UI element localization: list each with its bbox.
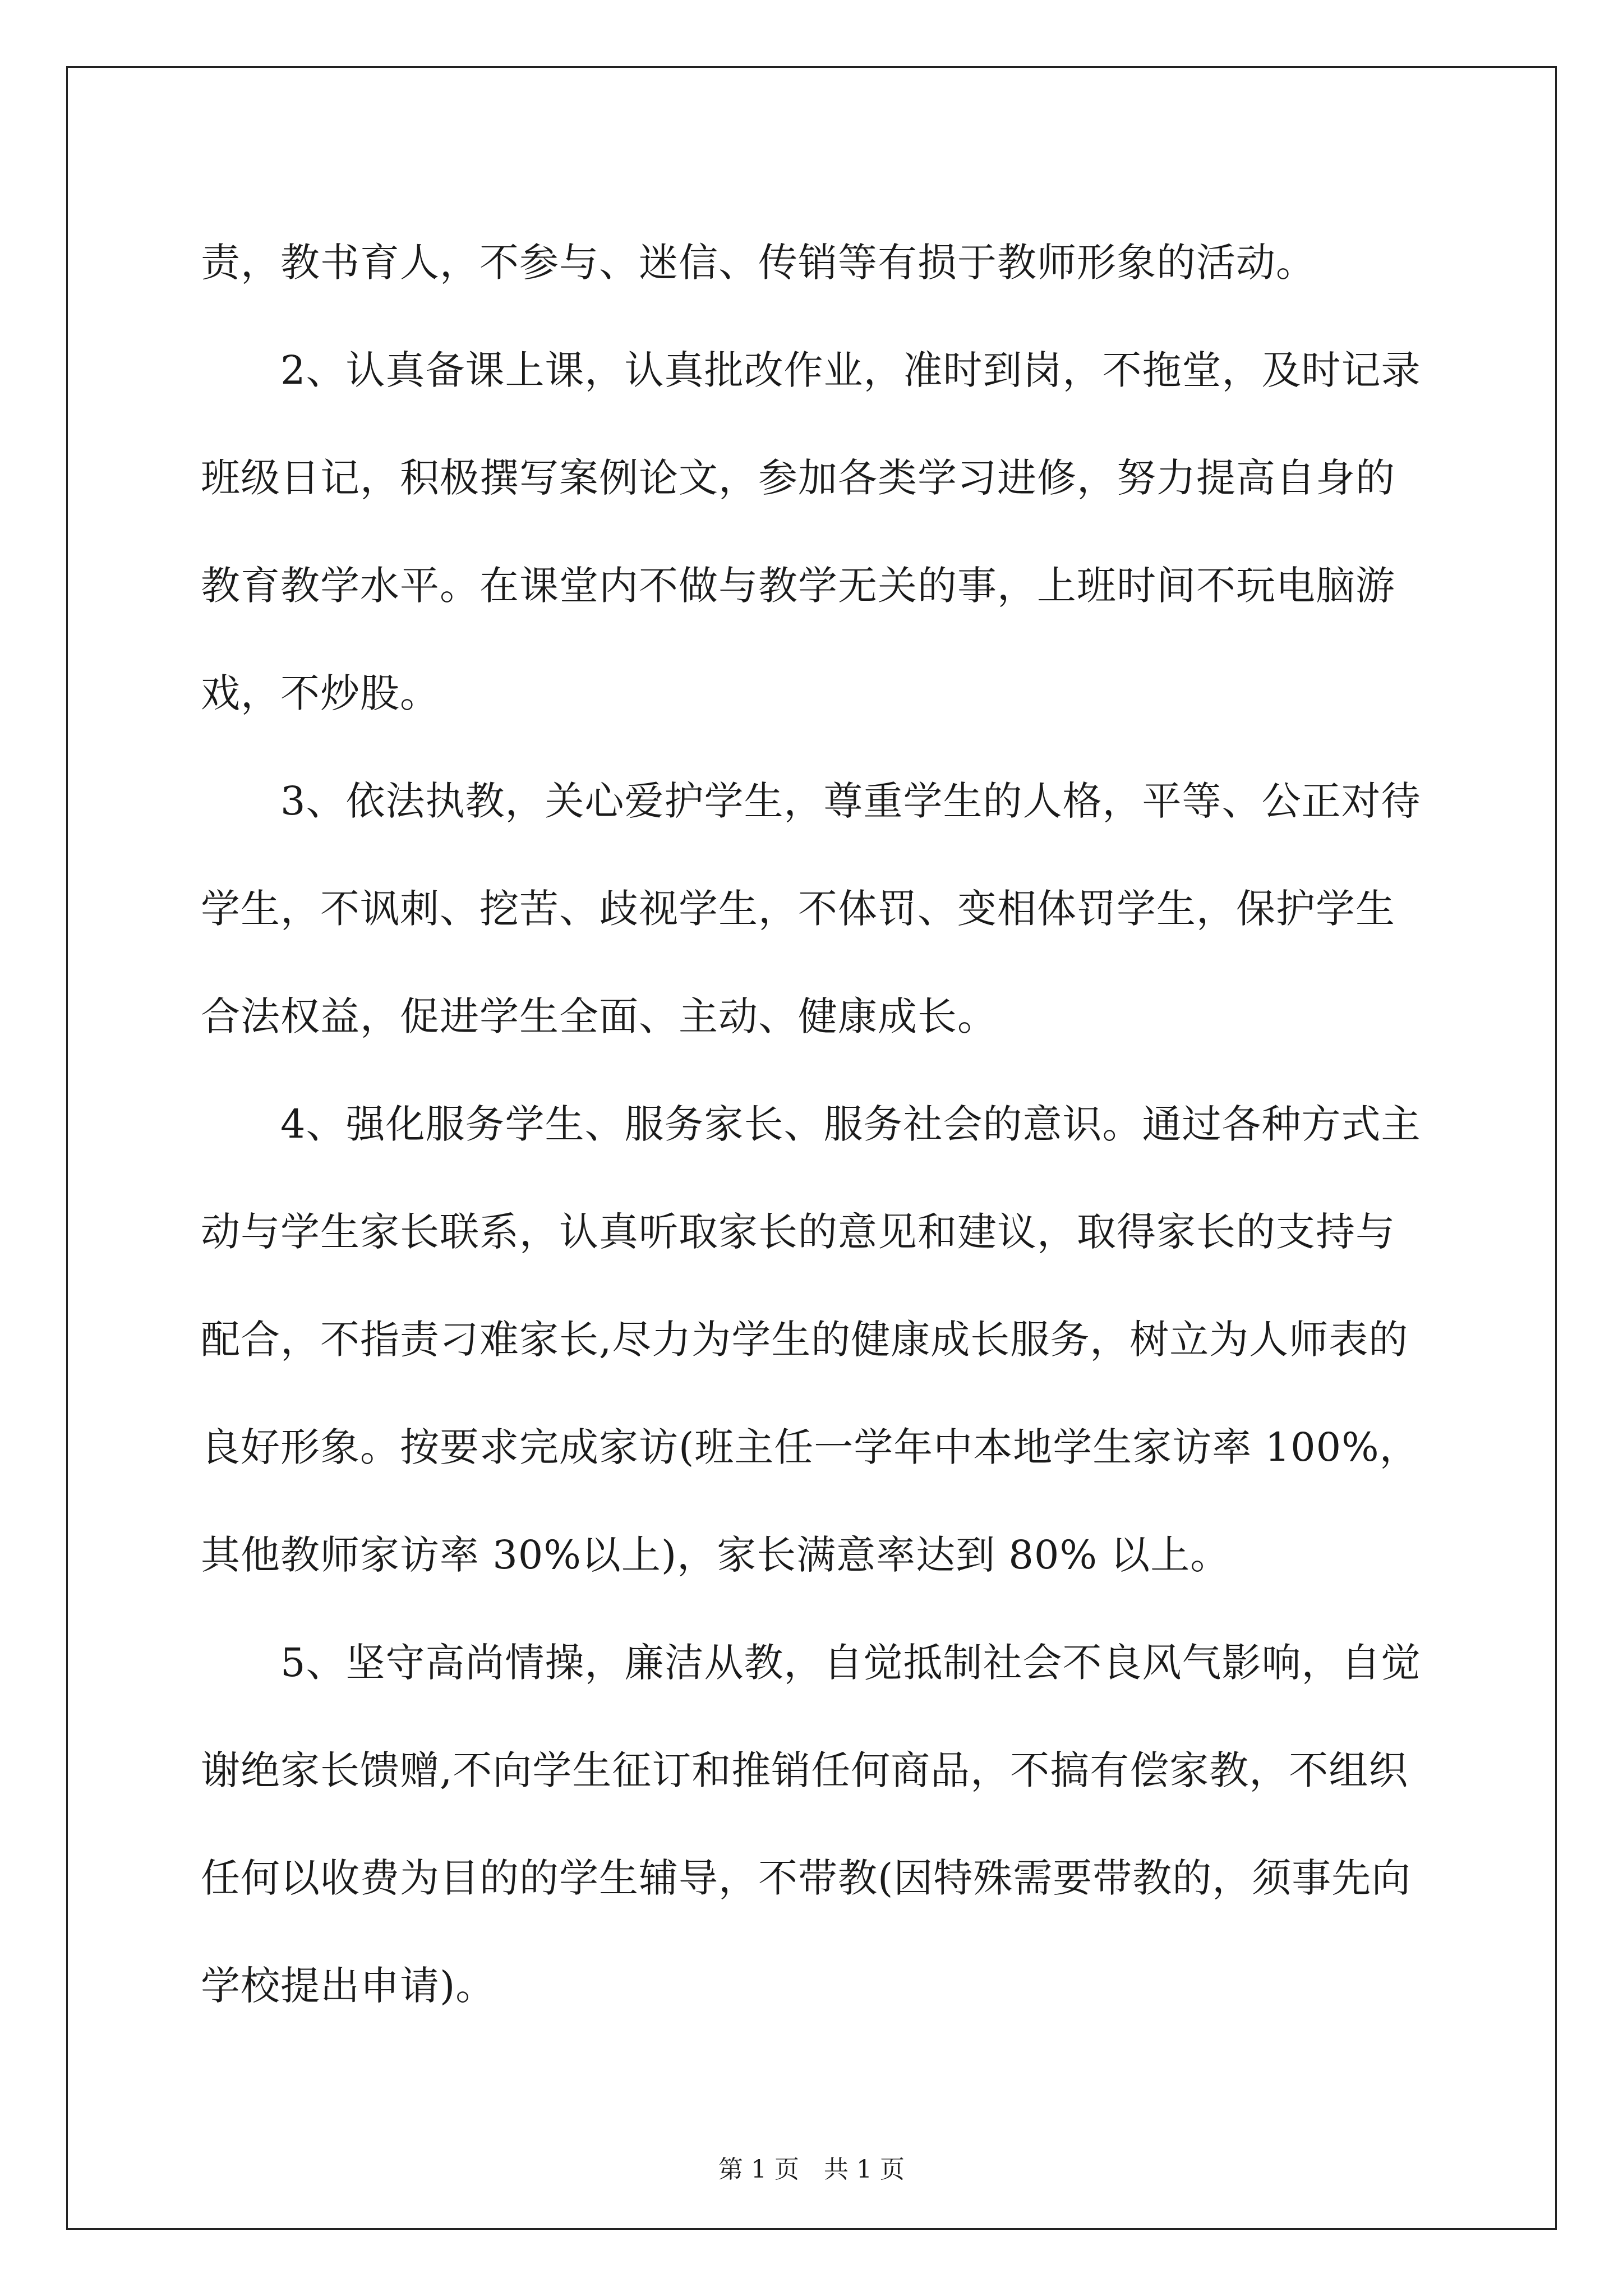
text-line: 配合，不指责刁难家长,尽力为学生的健康成长服务，树立为人师表的 xyxy=(201,1317,1409,1363)
text-line: 教育教学水平。在课堂内不做与教学无关的事，上班时间不玩电脑游 xyxy=(201,563,1395,609)
text-line: 动与学生家长联系，认真听取家长的意见和建议，取得家长的支持与 xyxy=(201,1209,1395,1255)
text-line: 任何以收费为目的的学生辅导，不带教(因特殊需要带教的，须事先向 xyxy=(201,1855,1412,1901)
text-line: 其他教师家访率 30%以上)，家长满意率达到 80% 以上。 xyxy=(201,1532,1230,1578)
text-line: 4、强化服务学生、服务家长、服务社会的意识。通过各种方式主 xyxy=(201,1101,1421,1147)
text-line: 良好形象。按要求完成家访(班主任一学年中本地学生家访率 100%， xyxy=(201,1424,1419,1470)
text-line: 班级日记，积极撰写案例论文，参加各类学习进修，努力提高自身的 xyxy=(201,455,1395,501)
text-line: 学生，不讽刺、挖苦、歧视学生，不体罚、变相体罚学生，保护学生 xyxy=(201,886,1395,932)
text-line: 责，教书育人，不参与、迷信、传销等有损于教师形象的活动。 xyxy=(201,240,1316,286)
text-line: 戏，不炒股。 xyxy=(201,670,440,716)
text-line: 5、坚守高尚情操，廉洁从教，自觉抵制社会不良风气影响，自觉 xyxy=(201,1640,1421,1686)
text-line: 2、认真备课上课，认真批改作业，准时到岗，不拖堂，及时记录 xyxy=(201,347,1421,393)
page-footer: 第 1 页 共 1 页 xyxy=(718,2155,905,2184)
text-line: 3、依法执教，关心爱护学生，尊重学生的人格，平等、公正对待 xyxy=(201,778,1421,824)
text-line: 学校提出申请)。 xyxy=(201,1963,496,2009)
text-line: 合法权益，促进学生全面、主动、健康成长。 xyxy=(201,993,997,1039)
text-line: 谢绝家长馈赠,不向学生征订和推销任何商品，不搞有偿家教，不组织 xyxy=(201,1747,1409,1793)
document-body xyxy=(201,209,1424,2040)
